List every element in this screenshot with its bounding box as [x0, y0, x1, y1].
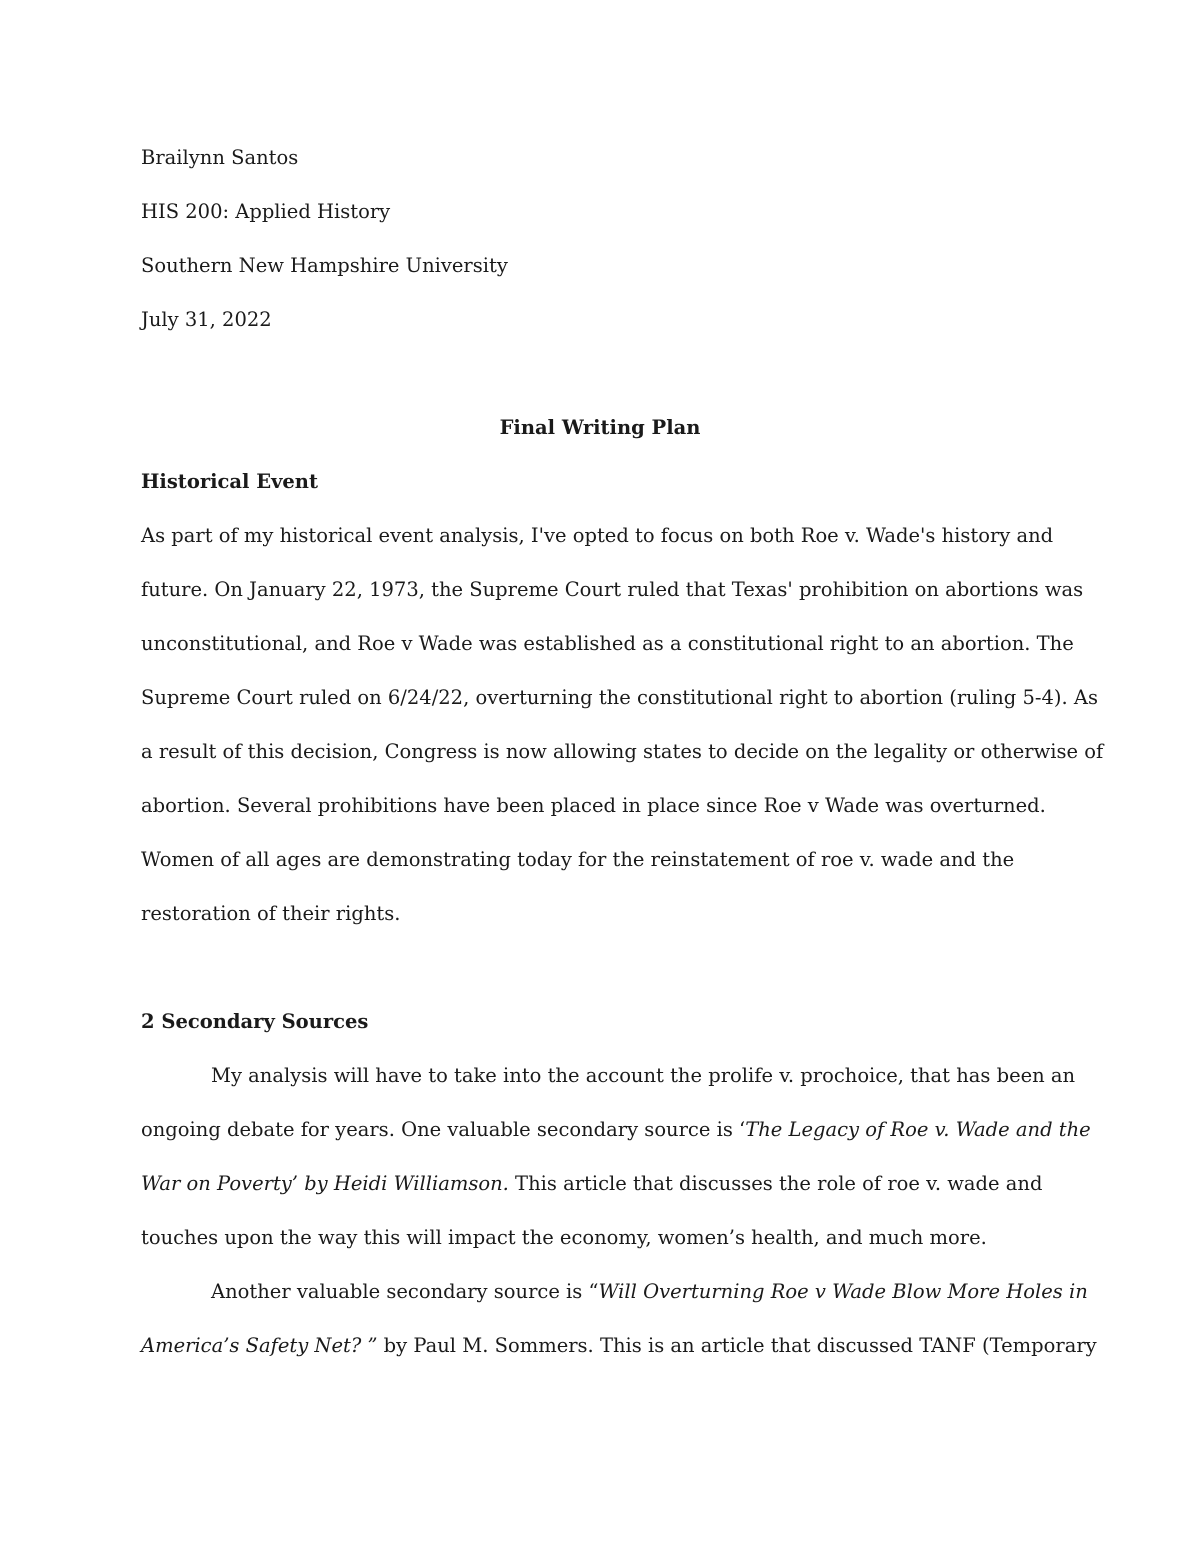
paragraph-line — [141, 1103, 1091, 1157]
paragraph-line: unconstitutional, and Roe v Wade was established as a constitutional right to an abortion. The — [141, 632, 1074, 655]
source-title-italic: Will Overturning Roe v Wade Blow More Holes in — [598, 1280, 1088, 1303]
document-title: Final Writing Plan — [499, 416, 701, 439]
paragraph-text: Another valuable secondary source is “ — [211, 1280, 599, 1303]
paragraph-line: Supreme Court ruled on 6/24/22, overturning the constitutional right to abortion (ruling 5-4). As — [141, 686, 1098, 709]
document-body — [141, 131, 1104, 1373]
paragraph-text: ongoing debate for years. One valuable secondary source is ‘ — [141, 1118, 746, 1141]
paragraph-line: touches upon the way this will impact the economy, women’s health, and much more. — [141, 1226, 987, 1249]
paragraph-line: My analysis will have to take into the account the prolife v. prochoice, that has been an — [211, 1064, 1076, 1087]
paragraph-line — [141, 1319, 1097, 1373]
course-name: HIS 200: Applied History — [141, 200, 391, 223]
paragraph-line: a result of this decision, Congress is now allowing states to decide on the legality or otherwise of — [141, 740, 1104, 763]
paragraph-line: restoration of their rights. — [141, 902, 401, 925]
paragraph-line — [141, 1265, 1088, 1319]
paragraph-line: As part of my historical event analysis, I've opted to focus on both Roe v. Wade's history and — [141, 524, 1054, 547]
source-title-italic: War on Poverty’ by Heidi Williamson. — [141, 1172, 509, 1195]
paragraph-line: abortion. Several prohibitions have been placed in place since Roe v Wade was overturned. — [141, 794, 1046, 817]
paragraph-text: by Paul M. Sommers. This is an article that discussed TANF (Temporary — [377, 1334, 1097, 1357]
spacer — [141, 941, 1059, 995]
spacer — [141, 347, 1059, 401]
source-title-italic: The Legacy of Roe v. Wade and the — [745, 1118, 1091, 1141]
document-date: July 31, 2022 — [141, 308, 272, 331]
paragraph-line: future. On January 22, 1973, the Supreme Court ruled that Texas' prohibition on abortions was — [141, 578, 1084, 601]
source-title-italic: America’s Safety Net? ” — [141, 1334, 378, 1357]
section-heading-historical-event: Historical Event — [141, 470, 318, 493]
paragraph-text: This article that discusses the role of roe v. wade and — [508, 1172, 1043, 1195]
author-name: Brailynn Santos — [141, 146, 299, 169]
section-heading-secondary-sources: 2 Secondary Sources — [141, 1010, 369, 1033]
school-name: Southern New Hampshire University — [141, 254, 508, 277]
paragraph-line: Women of all ages are demonstrating today for the reinstatement of roe v. wade and the — [141, 848, 1015, 871]
paragraph-line — [141, 1157, 1059, 1211]
